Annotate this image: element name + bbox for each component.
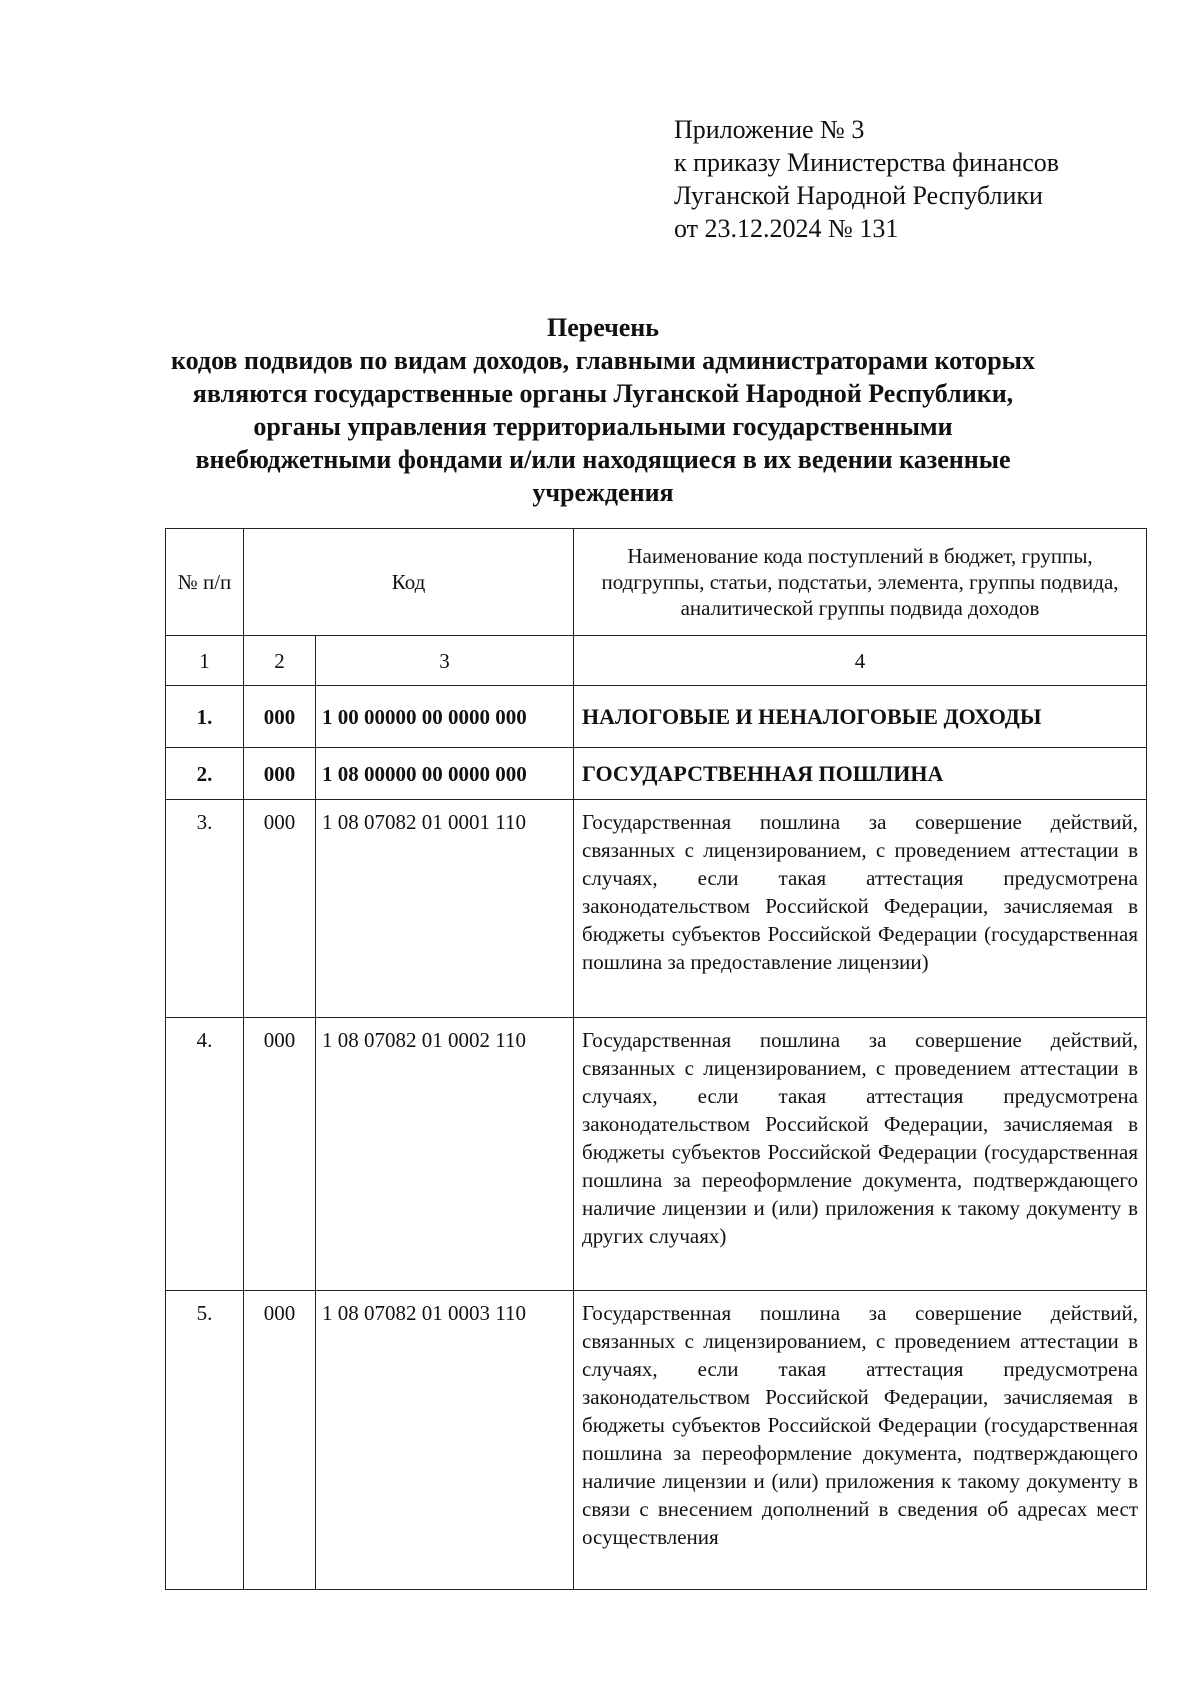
- appendix-line-4: от 23.12.2024 № 131: [674, 214, 899, 243]
- table-header-row: [166, 529, 1147, 636]
- row-name: Государственная пошлина за совершение действий, связанных с лицензированием, с проведением аттестации в случаях, если такая аттестация предусмотрена законодательством Российской Федерации, зачисляемая в бюджеты субъектов Российской Федерации (государственная пошлина за переоформление документа, подтверждающего наличие лицензии и (или) приложения к такому документу в связи с внесением дополнений в сведения об адресах мест осуществления: [574, 1291, 1147, 1590]
- appendix-header: [674, 113, 1059, 245]
- codes-table: [165, 528, 1147, 1590]
- appendix-line-3: Луганской Народной Республики: [674, 181, 1043, 210]
- title-line-5: внебюджетными фондами и/или находящиеся в их ведении казенные: [195, 445, 1011, 474]
- document-title: [150, 311, 1056, 509]
- row-code: 1 08 07082 01 0003 110: [316, 1291, 574, 1590]
- header-num: № п/п: [166, 529, 244, 636]
- row-num: 2.: [166, 748, 244, 800]
- header-name: Наименование кода поступлений в бюджет, группы, подгруппы, статьи, подстатьи, элемента, группы подвида, аналитической группы подвида доходов: [574, 529, 1147, 636]
- column-number-1: 1: [166, 636, 244, 686]
- title-line-3: являются государственные органы Луганской Народной Республики,: [192, 379, 1014, 408]
- appendix-line-2: к приказу Министерства финансов: [674, 148, 1060, 177]
- row-code: 1 08 00000 00 0000 000: [316, 748, 574, 800]
- header-code: Код: [244, 529, 574, 636]
- row-code: 1 08 07082 01 0001 110: [316, 800, 574, 1018]
- title-line-2: кодов подвидов по видам доходов, главными администраторами которых: [171, 346, 1035, 375]
- table-row: [166, 1018, 1147, 1291]
- column-number-3: 3: [316, 636, 574, 686]
- column-numbers-row: [166, 636, 1147, 686]
- row-name: Государственная пошлина за совершение действий, связанных с лицензированием, с проведением аттестации в случаях, если такая аттестация предусмотрена законодательством Российской Федерации, зачисляемая в бюджеты субъектов Российской Федерации (государственная пошлина за предоставление лицензии): [574, 800, 1147, 1018]
- table-row: [166, 1291, 1147, 1590]
- row-num: 3.: [166, 800, 244, 1018]
- row-admin-code: 000: [244, 686, 316, 748]
- table-row: [166, 686, 1147, 748]
- appendix-line-1: Приложение № 3: [674, 115, 865, 144]
- row-name: НАЛОГОВЫЕ И НЕНАЛОГОВЫЕ ДОХОДЫ: [574, 686, 1147, 748]
- title-line-4: органы управления территориальными государственными: [253, 412, 953, 441]
- table-row: [166, 800, 1147, 1018]
- title-line-1: Перечень: [546, 313, 660, 342]
- row-name: ГОСУДАРСТВЕННАЯ ПОШЛИНА: [574, 748, 1147, 800]
- title-line-6: учреждения: [532, 478, 674, 507]
- row-admin-code: 000: [244, 1291, 316, 1590]
- row-num: 1.: [166, 686, 244, 748]
- table-row: [166, 748, 1147, 800]
- row-code: 1 00 00000 00 0000 000: [316, 686, 574, 748]
- row-name: Государственная пошлина за совершение действий, связанных с лицензированием, с проведением аттестации в случаях, если такая аттестация предусмотрена законодательством Российской Федерации, зачисляемая в бюджеты субъектов Российской Федерации (государственная пошлина за переоформление документа, подтверждающего наличие лицензии и (или) приложения к такому документу в других случаях): [574, 1018, 1147, 1291]
- row-admin-code: 000: [244, 1018, 316, 1291]
- column-number-2: 2: [244, 636, 316, 686]
- row-code: 1 08 07082 01 0002 110: [316, 1018, 574, 1291]
- column-number-4: 4: [574, 636, 1147, 686]
- row-admin-code: 000: [244, 748, 316, 800]
- row-admin-code: 000: [244, 800, 316, 1018]
- row-num: 4.: [166, 1018, 244, 1291]
- row-num: 5.: [166, 1291, 244, 1590]
